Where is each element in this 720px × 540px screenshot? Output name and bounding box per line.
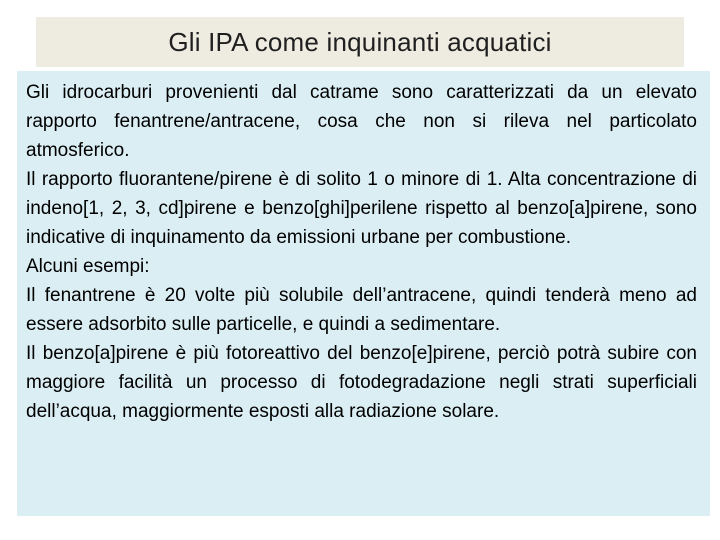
content-box: [17, 71, 710, 516]
paragraph-examples-heading: Alcuni esempi:: [26, 256, 150, 277]
title-box: [36, 17, 684, 67]
paragraph-tar-ratio: Gli idrocarburi provenienti dal catrame sono caratterizzati da un elevato rapporto fenantrene/antracene, cosa che non si rileva nel particolato atmosferico.: [26, 82, 697, 161]
slide-title: Gli IPA come inquinanti acquatici: [168, 26, 552, 57]
paragraph-fluoranthene-ratio: Il rapporto fluorantene/pirene è di solito 1 o minore di 1. Alta concentrazione di indeno[1, 2, 3, cd]pirene e benzo[ghi]perilene rispetto al benzo[a]pirene, sono indicative di inquinamento da emissioni urbane per combustione.: [26, 169, 697, 248]
paragraph-phenanthrene-example: Il fenantrene è 20 volte più solubile dell’antracene, quindi tenderà meno ad essere adsorbito sulle particelle, e quindi a sedimentare.: [26, 285, 697, 335]
paragraph-benzopyrene-example: Il benzo[a]pirene è più fotoreattivo del benzo[e]pirene, perciò potrà subire con maggiore facilità un processo di fotodegradazione negli strati superficiali dell’acqua, maggiormente esposti alla radiazione solare.: [26, 343, 697, 422]
